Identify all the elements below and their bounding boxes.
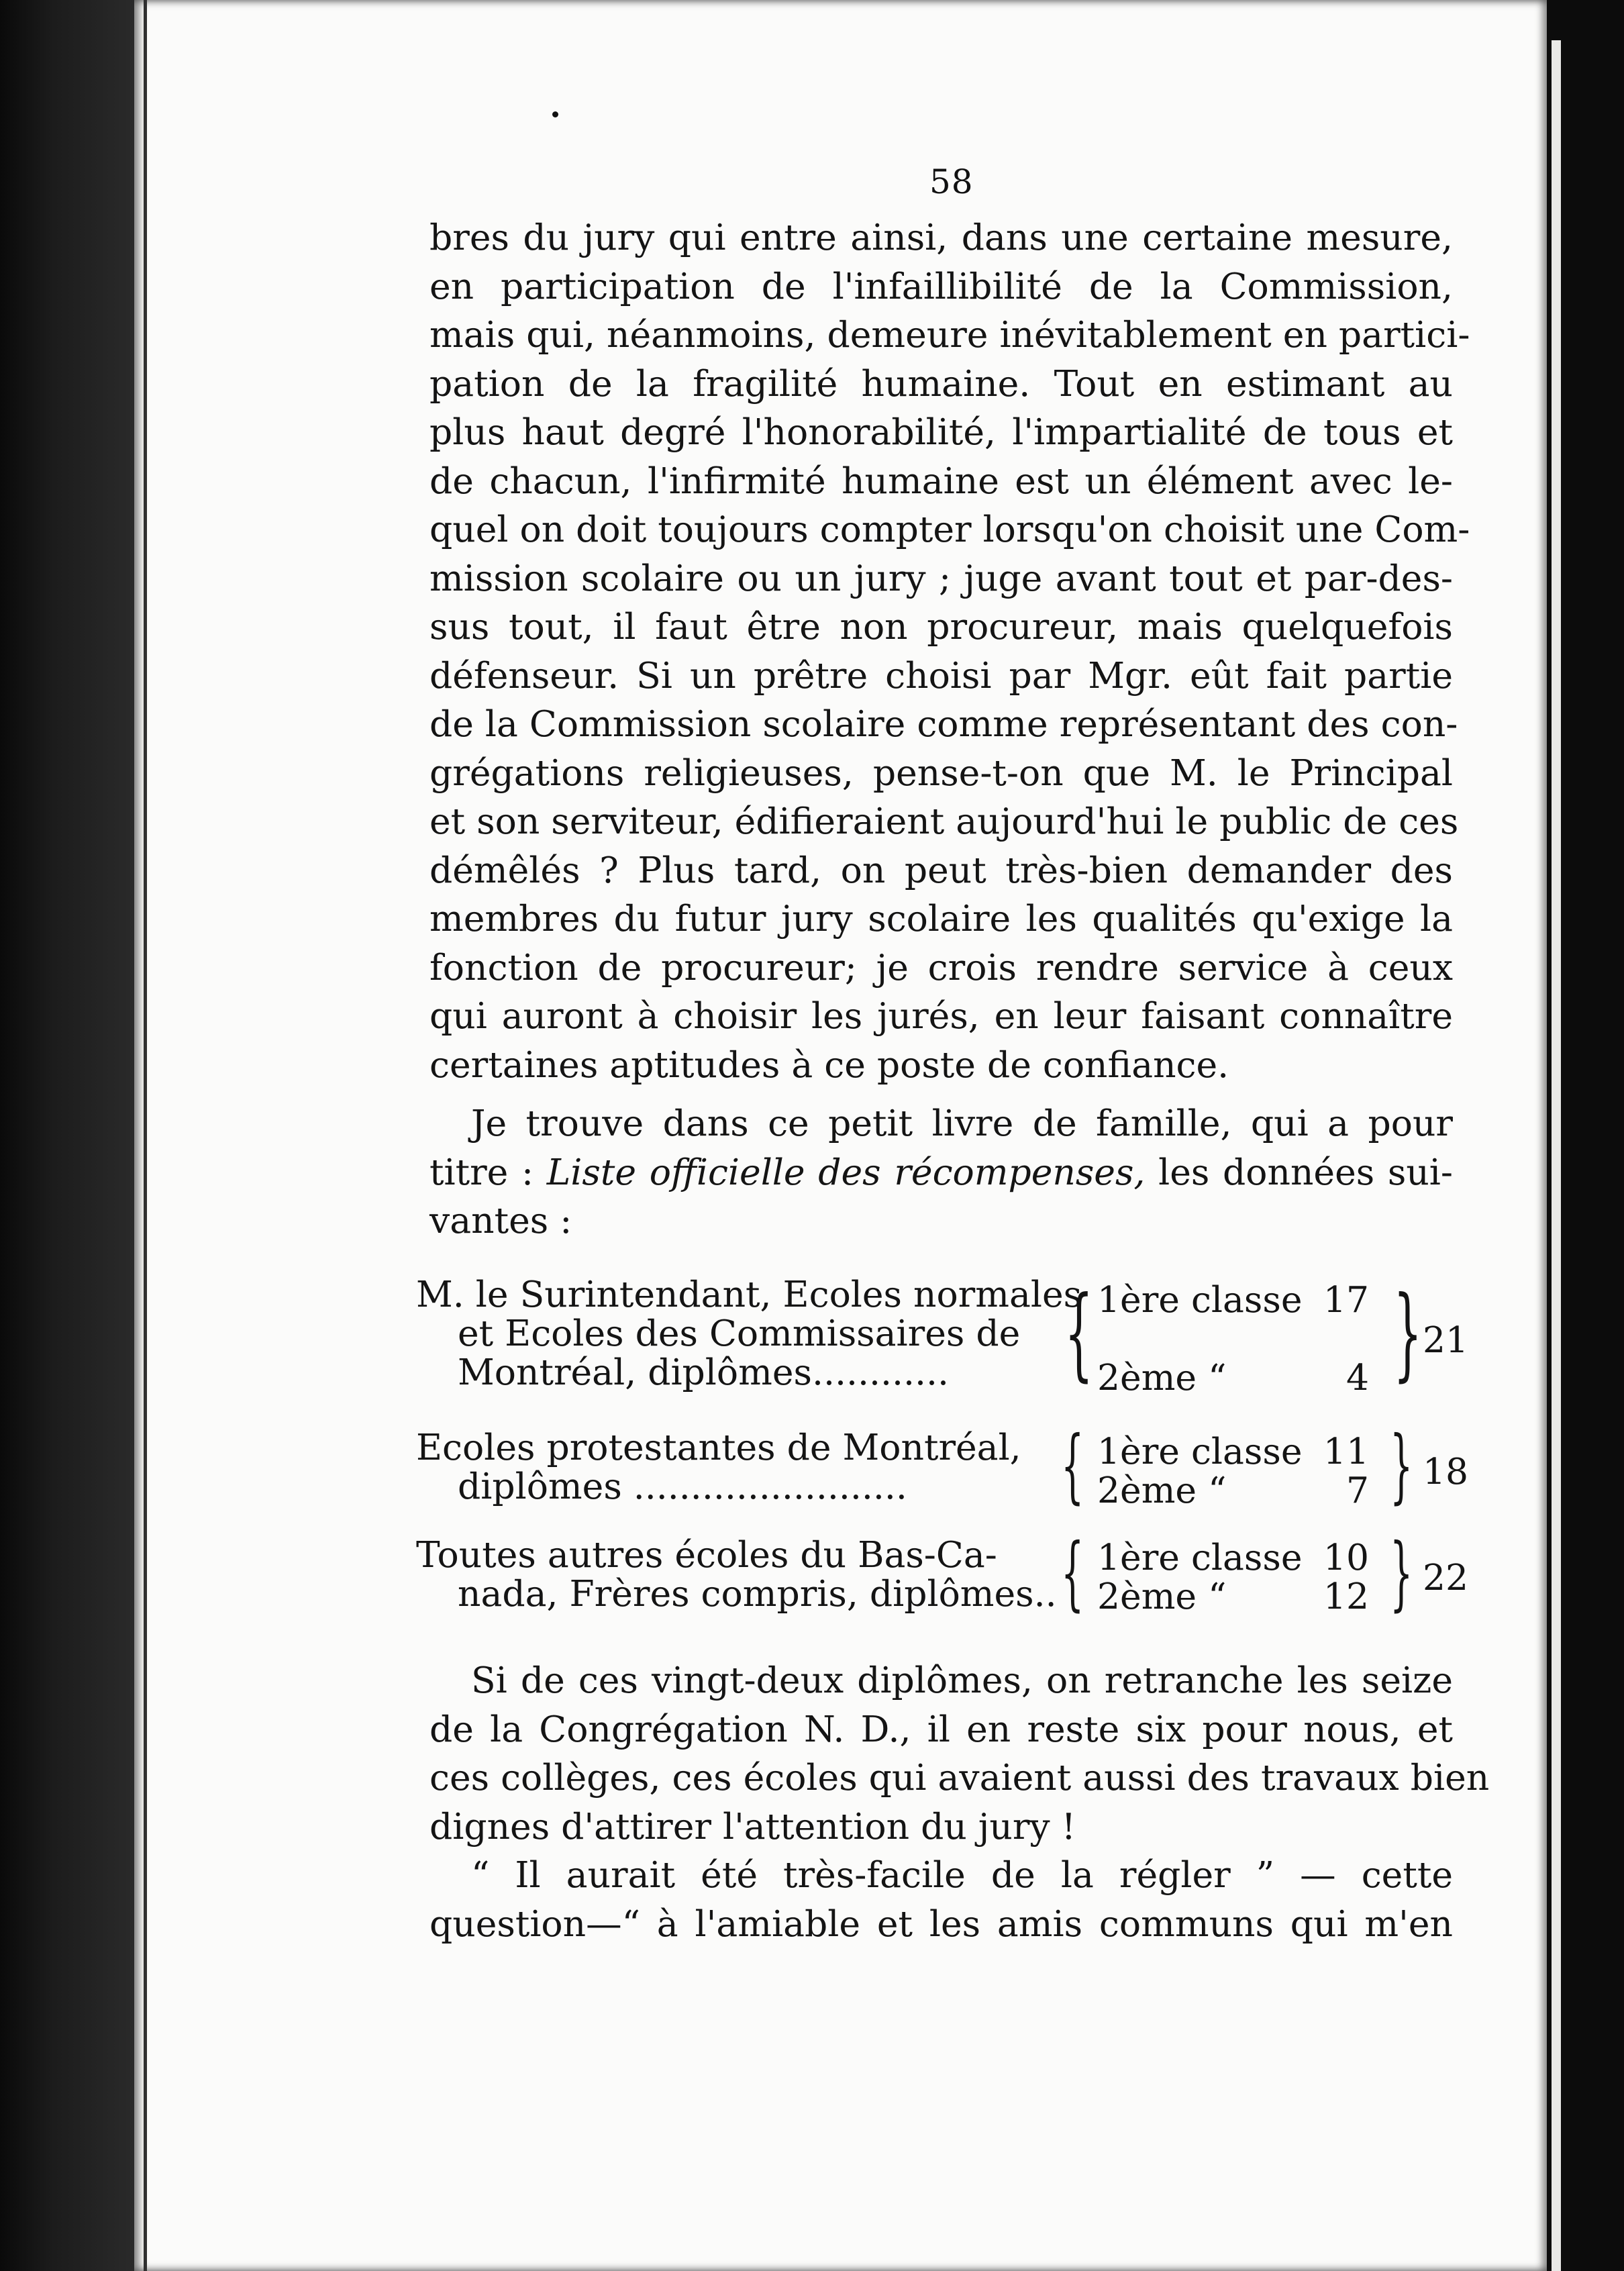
row-total: 22	[1423, 1556, 1469, 1599]
class-count: 11	[1323, 1430, 1369, 1472]
text-line: Montréal, diplômes............	[458, 1351, 950, 1393]
brace-icon: }	[1389, 1419, 1413, 1513]
text-line: fonction de procureur; je crois rendre service à ceux	[429, 946, 1453, 989]
text-line: de chacun, l'infirmité humaine est un élément avec le-	[429, 459, 1453, 502]
text-line: grégations religieuses, pense-t-on que M. le Principal	[429, 751, 1453, 794]
text-line: mission scolaire ou un jury ; juge avant tout et par-des-	[429, 556, 1453, 599]
ink-speck	[552, 111, 558, 117]
text-line: qui auront à choisir les jurés, en leur faisant connaître	[429, 995, 1453, 1037]
page-edge-line	[144, 0, 147, 2271]
class-label: 1ère classe	[1097, 1278, 1303, 1321]
text-line: ces collèges, ces écoles qui avaient aussi des travaux bien	[429, 1756, 1490, 1799]
scan-left-margin	[0, 0, 134, 2271]
diploma-row-description	[416, 1428, 1060, 1506]
brace-icon: }	[1389, 1527, 1413, 1620]
text-line: Toutes autres écoles du Bas-Ca-	[416, 1533, 997, 1576]
class-label: 1ère classe	[1097, 1430, 1303, 1472]
text-line: mais qui, néanmoins, demeure inévitablement en partici-	[429, 313, 1470, 356]
class-label: 2ème “	[1097, 1356, 1227, 1399]
body-paragraph-2	[429, 1099, 1453, 1246]
class-count: 4	[1346, 1356, 1369, 1399]
class-count: 7	[1346, 1469, 1369, 1511]
diploma-row-description	[416, 1535, 1060, 1613]
text-line	[429, 1148, 1453, 1197]
text-line: question—“ à l'amiable et les amis communs qui m'en	[429, 1902, 1453, 1945]
text-line: “ Il aurait été très-facile de la régler ” — cette	[471, 1854, 1453, 1896]
class-count: 12	[1323, 1575, 1369, 1617]
text-line: défenseur. Si un prêtre choisi par Mgr. eût fait partie	[429, 654, 1453, 697]
row-total: 18	[1423, 1450, 1469, 1493]
text-line: M. le Surintendant, Ecoles normales	[416, 1273, 1082, 1315]
class-count: 17	[1323, 1278, 1369, 1321]
text-line: Si de ces vingt-deux diplômes, on retranche les seize	[471, 1659, 1453, 1701]
text-line: démêlés ? Plus tard, on peut très-bien demander des	[429, 848, 1453, 891]
book-title: Liste officielle des récompenses,	[546, 1150, 1146, 1193]
title-suffix: les données sui-	[1158, 1150, 1453, 1193]
brace-icon: }	[1393, 1275, 1423, 1392]
row-total: 21	[1423, 1319, 1469, 1361]
text-line: quel on doit toujours compter lorsqu'on choisit une Com-	[429, 508, 1470, 550]
text-line: diplômes ........................	[458, 1465, 907, 1507]
text-line: et Ecoles des Commissaires de	[458, 1312, 1021, 1354]
text-line: plus haut degré l'honorabilité, l'impartialité de tous et	[429, 411, 1453, 453]
text-line: nada, Frères compris, diplômes..	[458, 1572, 1057, 1615]
text-line: vantes :	[429, 1199, 572, 1242]
text-line: et son serviteur, édifieraient aujourd'hui le public de ces	[429, 800, 1459, 842]
text-line: bres du jury qui entre ainsi, dans une certaine mesure,	[429, 216, 1453, 258]
text-line: sus tout, il faut être non procureur, mais quelquefois	[429, 605, 1453, 648]
class-label: 2ème “	[1097, 1575, 1227, 1617]
page-number: 58	[929, 162, 974, 201]
text-line: dignes d'attirer l'attention du jury !	[429, 1805, 1076, 1848]
class-label: 2ème “	[1097, 1469, 1227, 1511]
class-label: 1ère classe	[1097, 1536, 1303, 1578]
class-count: 10	[1323, 1536, 1369, 1578]
text-line: membres du futur jury scolaire les qualités qu'exige la	[429, 897, 1453, 940]
text-line: en participation de l'infaillibilité de la Commission,	[429, 264, 1453, 307]
text-line: pation de la fragilité humaine. Tout en estimant au	[429, 362, 1453, 405]
body-paragraph-4	[429, 1851, 1453, 1948]
next-page-edge	[1552, 40, 1561, 2271]
text-line: de la Commission scolaire comme représentant des con-	[429, 703, 1458, 745]
brace-icon: {	[1064, 1275, 1094, 1392]
brace-icon: {	[1060, 1527, 1084, 1620]
text-line: Je trouve dans ce petit livre de famille, qui a pour	[471, 1102, 1453, 1144]
text-line: Ecoles protestantes de Montréal,	[416, 1426, 1021, 1468]
body-paragraph-1	[429, 213, 1470, 1089]
title-prefix: titre :	[429, 1150, 534, 1193]
body-paragraph-3	[429, 1656, 1490, 1851]
brace-icon: {	[1060, 1419, 1084, 1513]
text-line: certaines aptitudes à ce poste de confiance.	[429, 1043, 1229, 1086]
diploma-row-description	[416, 1273, 1082, 1393]
text-line: de la Congrégation N. D., il en reste six pour nous, et	[429, 1707, 1453, 1750]
